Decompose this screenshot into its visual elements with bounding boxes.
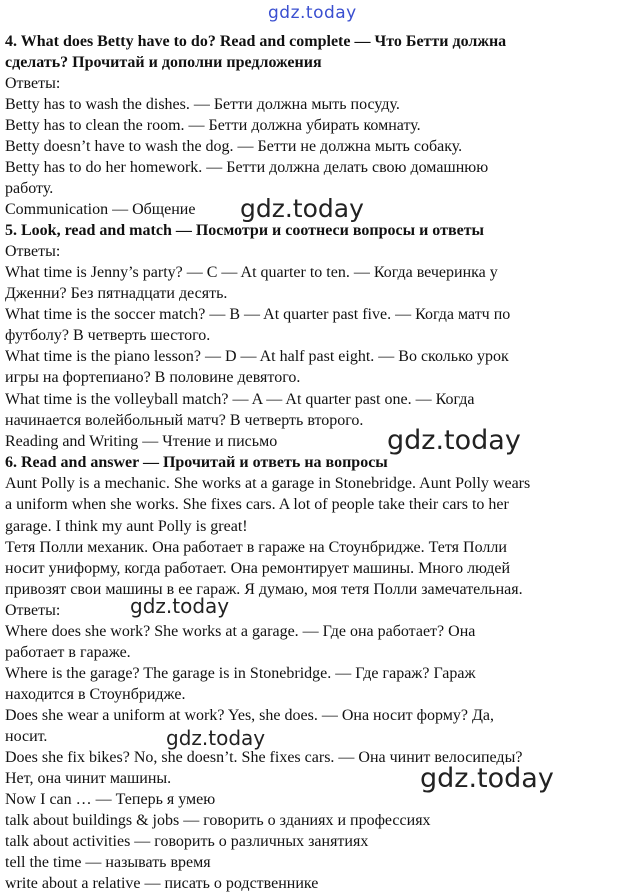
text-line: What time is Jenny’s party? — C — At quarter to ten. — Когда вечеринка у: [5, 264, 498, 281]
text-line: Aunt Polly is a mechanic. She works at a garage in Stonebridge. Aunt Polly wears: [5, 475, 531, 492]
text-line: talk about activities — говорить о различных занятиях: [5, 833, 369, 850]
text-line: работу.: [5, 180, 54, 197]
text-line: a uniform when she works. She fixes cars. A lot of people take their cars to her: [5, 496, 509, 513]
text-line: Нет, она чинит машины.: [5, 770, 172, 787]
section-heading: 6. Read and answer — Прочитай и ответь на вопросы: [5, 454, 388, 471]
text-line: Where is the garage? The garage is in Stonebridge. — Где гараж? Гараж: [5, 665, 476, 682]
text-line: футболу? В четверть шестого.: [5, 327, 211, 344]
text-line: Betty has to wash the dishes. — Бетти должна мыть посуду.: [5, 96, 400, 113]
text-line: носит униформу, когда работает. Она ремонтирует машины. Много людей: [5, 560, 510, 577]
text-line: Betty has to do her homework. — Бетти должна делать свою домашнюю: [5, 159, 489, 176]
text-line: write about a relative — писать о родственнике: [5, 875, 319, 892]
text-line: Communication — Общение: [5, 201, 196, 218]
text-line: начинается волейбольный матч? В четверть второго.: [5, 412, 364, 429]
text-line: Betty doesn’t have to wash the dog. — Бетти не должна мыть собаку.: [5, 138, 463, 155]
text-line: Ответы:: [5, 75, 61, 92]
text-line: talk about buildings & jobs — говорить о зданиях и профессиях: [5, 812, 431, 829]
text-line: Тетя Полли механик. Она работает в гараже на Стоунбридже. Тетя Полли: [5, 539, 507, 556]
watermark-2: gdz.today: [387, 425, 521, 456]
text-line: tell the time — называть время: [5, 854, 211, 871]
text-line: Does she wear a uniform at work? Yes, she does. — Она носит форму? Да,: [5, 707, 495, 724]
text-line: Does she fix bikes? No, she doesn’t. She fixes cars. — Она чинит велосипеды?: [5, 749, 523, 766]
text-line: работает в гараже.: [5, 644, 131, 661]
text-line: находится в Стоунбридже.: [5, 686, 186, 703]
watermark-top: gdz.today: [268, 3, 357, 23]
text-line: игры на фортепиано? В половине девятого.: [5, 369, 301, 386]
text-line: Дженни? Без пятнадцати десять.: [5, 285, 228, 302]
section-heading: 4. What does Betty have to do? Read and complete — Что Бетти должна: [5, 33, 507, 50]
text-line: garage. I think my aunt Polly is great!: [5, 518, 248, 535]
text-line: Ответы:: [5, 243, 61, 260]
text-line: What time is the piano lesson? — D — At half past eight. — Во сколько урок: [5, 348, 509, 365]
watermark-1: gdz.today: [240, 194, 364, 223]
section-heading: 5. Look, read and match — Посмотри и соотнеси вопросы и ответы: [5, 222, 485, 239]
section-heading: сделать? Прочитай и дополни предложения: [5, 54, 322, 71]
text-line: What time is the volleyball match? — A — At quarter past one. — Когда: [5, 391, 475, 408]
text-line: Betty has to clean the room. — Бетти должна убирать комнату.: [5, 117, 421, 134]
text-line: Reading and Writing — Чтение и письмо: [5, 433, 278, 450]
watermark-5: gdz.today: [420, 763, 554, 794]
text-line: Where does she work? She works at a garage. — Где она работает? Она: [5, 623, 476, 640]
watermark-4: gdz.today: [166, 726, 266, 750]
text-line: Now I can … — Теперь я умею: [5, 791, 216, 808]
watermark-3: gdz.today: [130, 594, 230, 618]
text-line: носит.: [5, 728, 48, 745]
text-line: привозят свои машины в ее гараж. Я думаю, моя тетя Полли замечательная.: [5, 581, 523, 598]
text-line: Ответы:: [5, 602, 61, 619]
text-line: What time is the soccer match? — B — At quarter past five. — Когда матч по: [5, 306, 511, 323]
